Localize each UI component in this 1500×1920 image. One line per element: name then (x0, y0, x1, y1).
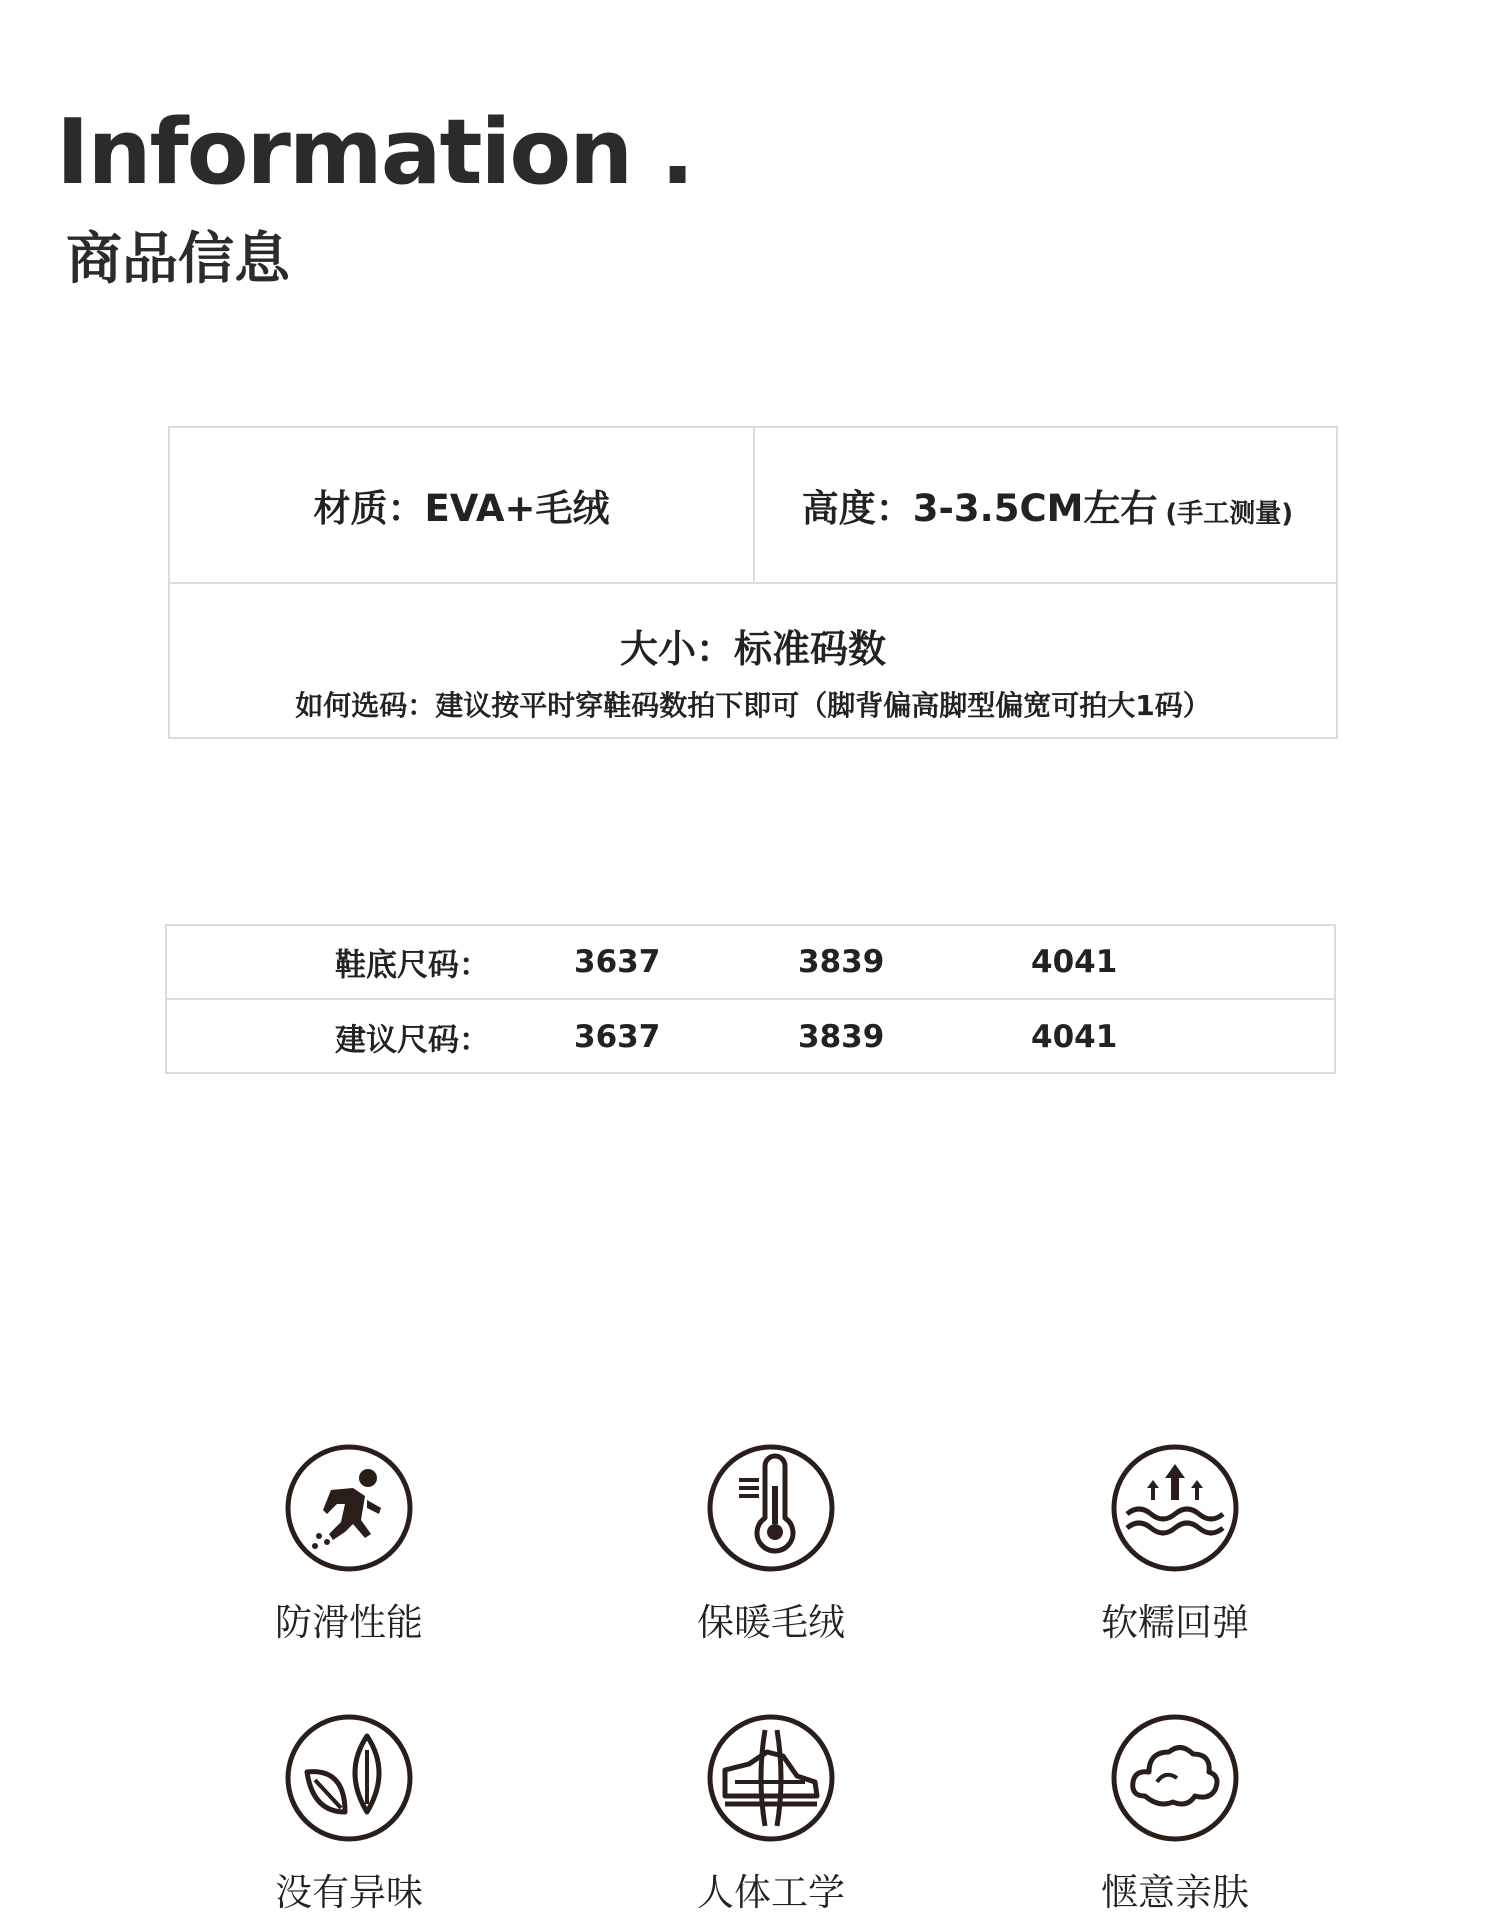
rebound-icon (1109, 1442, 1241, 1574)
feature-ergonomic (621, 1712, 921, 1916)
height-text: 高度：3-3.5CM左右 (801, 487, 1158, 530)
product-info-table (168, 426, 1338, 739)
size-cell: 4041 (1031, 1019, 1118, 1055)
feature-label: 人体工学 (697, 1871, 845, 1914)
feature-skin-friendly (1025, 1712, 1325, 1916)
height-note: (手工测量) (1165, 498, 1294, 529)
size-text: 大小：标准码数 (619, 627, 886, 671)
height-cell (755, 428, 1340, 582)
leaves-icon (283, 1712, 415, 1844)
size-cell: 3637 (574, 944, 661, 980)
page-title-cn: 商品信息 (66, 227, 290, 292)
recommended-size-label: 建议尺码： (335, 1022, 490, 1059)
anti-slip-icon (283, 1442, 415, 1574)
feature-label: 保暖毛绒 (697, 1601, 845, 1644)
feature-no-odor (199, 1712, 499, 1916)
feature-label: 惬意亲肤 (1101, 1871, 1249, 1914)
size-table-row (167, 1000, 1334, 1074)
material-text: 材质：EVA+毛绒 (313, 487, 610, 530)
feature-label: 软糯回弹 (1101, 1601, 1249, 1644)
cloud-icon (1109, 1712, 1241, 1844)
size-cell: 3839 (798, 944, 885, 980)
size-tip-text: 如何选码：建议按平时穿鞋码数拍下即可（脚背偏高脚型偏宽可拍大1码） (295, 689, 1211, 722)
feature-anti-slip (199, 1442, 499, 1646)
feature-warm-plush (621, 1442, 921, 1646)
page-title-en: Information . (56, 100, 693, 205)
thermometer-icon (705, 1442, 837, 1574)
size-cell: 4041 (1031, 944, 1118, 980)
material-cell (170, 428, 755, 582)
ergonomic-shoe-icon (705, 1712, 837, 1844)
size-table-row (167, 926, 1334, 1000)
feature-label: 防滑性能 (275, 1601, 423, 1644)
feature-label: 没有异味 (275, 1871, 423, 1914)
sole-size-label: 鞋底尺码： (335, 947, 490, 984)
feature-soft-rebound (1025, 1442, 1325, 1646)
size-cell: 3637 (574, 1019, 661, 1055)
info-row-top (170, 428, 1336, 584)
size-table (165, 924, 1336, 1074)
size-cell: 3839 (798, 1019, 885, 1055)
info-row-size (170, 584, 1336, 739)
